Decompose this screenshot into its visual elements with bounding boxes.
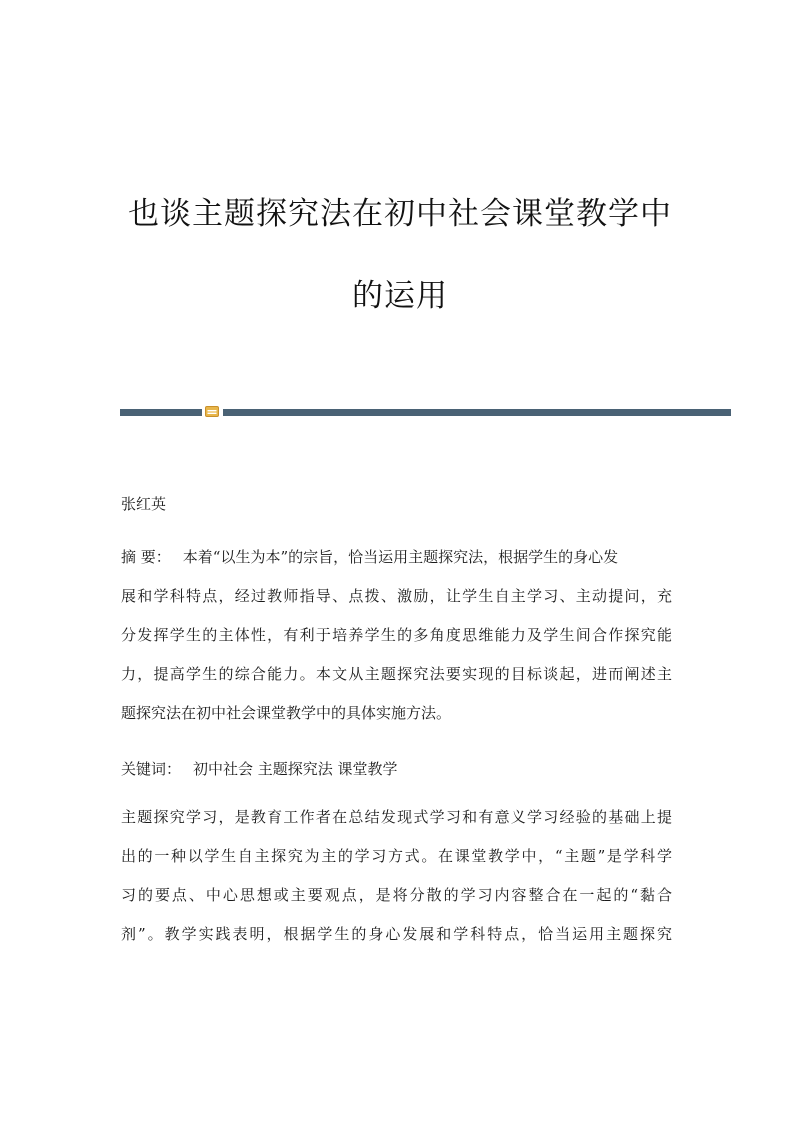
abstract-text-1: 本着“以生为本”的宗旨，恰当运用主题探究法，根据学生的身心发 — [182, 548, 619, 566]
title-rule-left — [120, 409, 202, 416]
abstract-line-2: 展和学科特点，经过教师指导、点拨、激励，让学生自主学习、主动提问，充 — [121, 587, 672, 605]
abstract-label: 摘 要： — [121, 548, 171, 566]
keywords-value: 初中社会 主题探究法 课堂教学 — [193, 760, 398, 778]
title-rule-right — [223, 409, 731, 416]
keywords-label: 关键词： — [121, 760, 182, 778]
abstract-line-3: 分发挥学生的主体性，有利于培养学生的多角度思维能力及学生间合作探究能 — [121, 626, 672, 644]
body-line-3: 习的要点、中心思想或主要观点，是将分散的学习内容整合在一起的“黏合 — [121, 886, 672, 904]
body-line-4: 剂”。教学实践表明，根据学生的身心发展和学科特点，恰当运用主题探究 — [121, 925, 672, 943]
body-line-2: 出的一种以学生自主探究为主的学习方式。在课堂教学中，“主题”是学科学 — [121, 847, 672, 865]
abstract-line-5: 题探究法在初中社会课堂教学中的具体实施方法。 — [121, 704, 452, 722]
title-line-1: 也谈主题探究法在初中社会课堂教学中 — [128, 196, 672, 232]
title-line-2: 的运用 — [352, 278, 448, 314]
document-badge-icon — [205, 406, 219, 417]
author-name: 张红英 — [121, 495, 167, 513]
keywords-line — [121, 759, 398, 779]
abstract-line-1 — [121, 547, 618, 567]
body-line-1: 主题探究学习，是教育工作者在总结发现式学习和有意义学习经验的基础上提 — [121, 808, 672, 826]
abstract-line-4: 力，提高学生的综合能力。本文从主题探究法要实现的目标谈起，进而阐述主 — [121, 665, 672, 683]
